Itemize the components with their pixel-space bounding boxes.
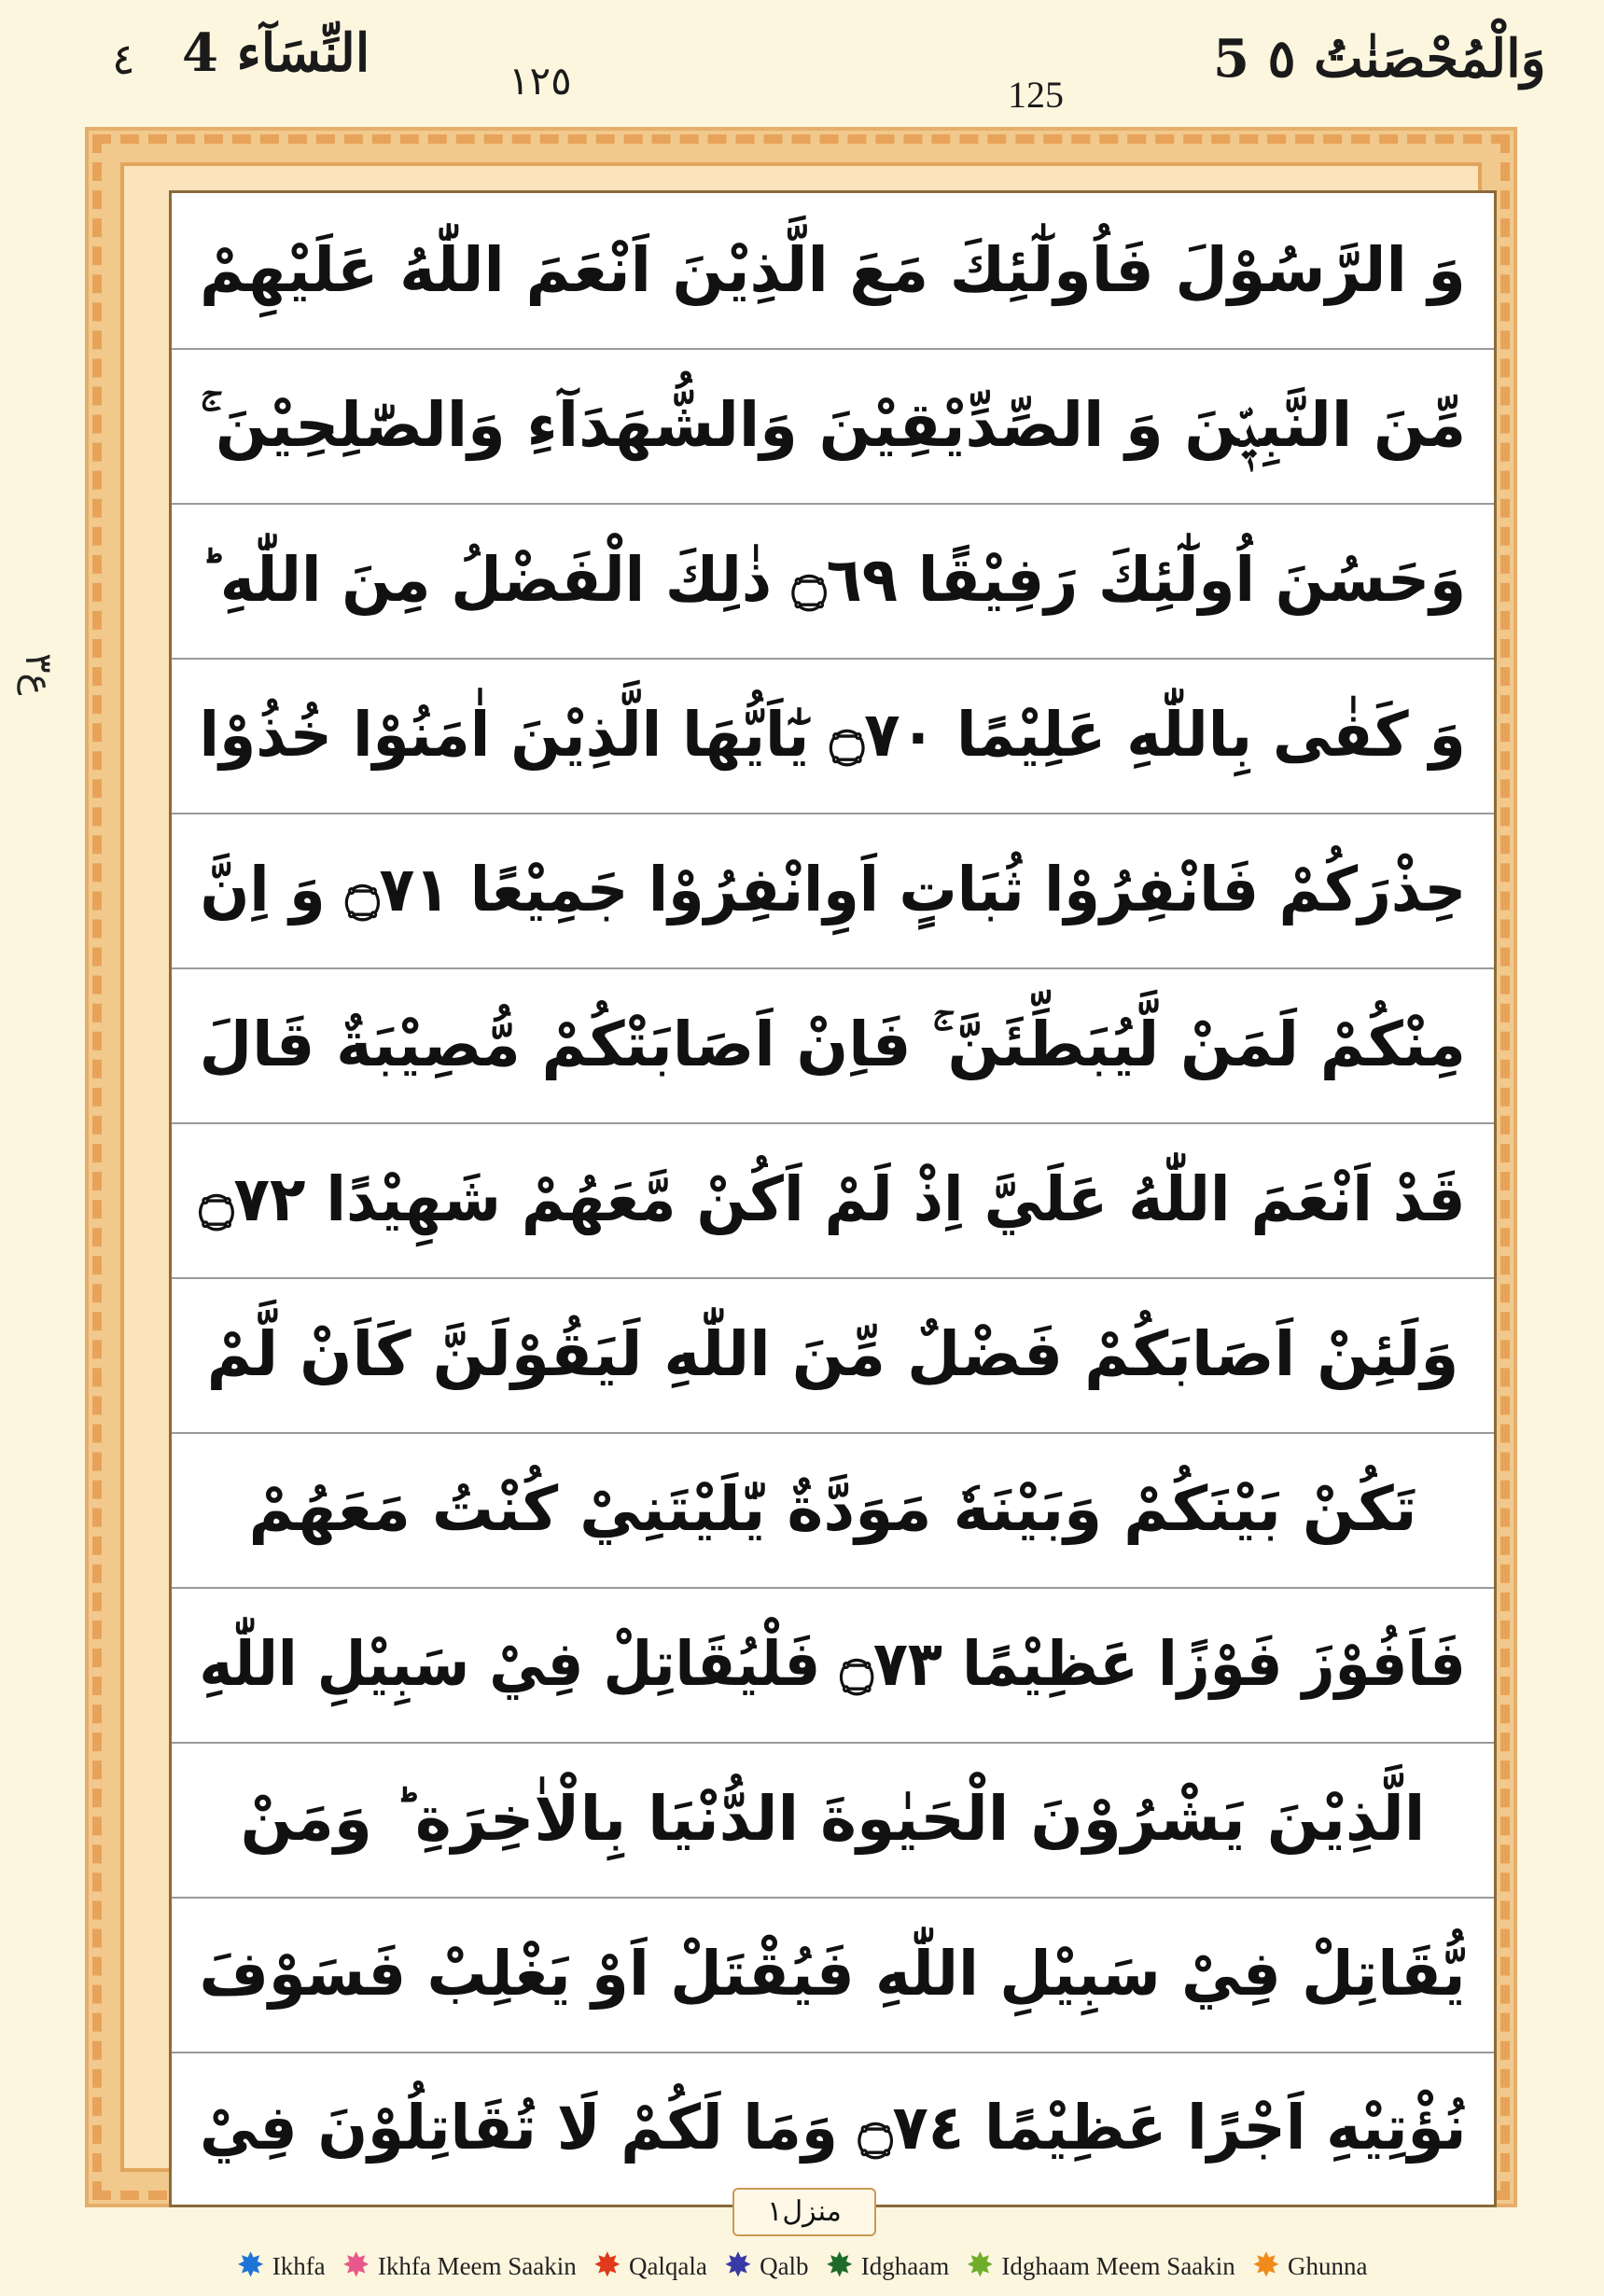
text-line-1 <box>172 193 1494 350</box>
line-text: فَاَفُوْزَ فَوْزًا عَظِيْمًا ۝٧٣ فَلْيُقَاتِلْ فِيْ سَبِيْلِ اللّٰهِ <box>199 1628 1467 1701</box>
ornamental-frame <box>89 131 1513 2204</box>
line-text: قَدْ اَنْعَمَ اللّٰهُ عَلَيَّ اِذْ لَمْ اَكُنْ مَّعَهُمْ شَهِيْدًا ۝٧٢ <box>199 1163 1466 1236</box>
page-number: 125 <box>1008 74 1064 116</box>
text-line-12 <box>172 1897 1494 2053</box>
line-text: حِذْرَكُمْ فَانْفِرُوْا ثُبَاتٍ اَوِانْفِرُوْا جَمِيْعًا ۝٧١ وَ اِنَّ <box>200 854 1466 926</box>
line-text: مِنْكُمْ لَمَنْ لَّيُبَطِّئَنَّ ۚ فَاِنْ اَصَابَتْكُمْ مُّصِيْبَةٌ قَالَ <box>199 1009 1467 1081</box>
legend-item-ikhfa <box>237 2249 326 2283</box>
text-line-7 <box>172 1122 1494 1279</box>
text-line-2 <box>172 348 1494 505</box>
text-line-10 <box>172 1587 1494 1744</box>
ghunna-star-icon: ✸ <box>1251 2247 1280 2285</box>
legend-item-idghaam-meem-saakin <box>966 2249 1235 2283</box>
qalqala-star-icon: ✸ <box>593 2247 621 2285</box>
legend-label: Ikhfa <box>272 2251 326 2280</box>
ruku-marker: ع٣ <box>17 653 60 696</box>
legend-item-qalqala <box>593 2249 707 2283</box>
page-number-arabic: ١٢٥ <box>509 58 572 104</box>
line-text: وَلَئِنْ اَصَابَكُمْ فَضْلٌ مِّنَ اللّٰهِ لَيَقُوْلَنَّ كَاَنْ لَّمْ <box>206 1318 1459 1391</box>
legend-item-idghaam <box>826 2249 950 2283</box>
page-header <box>0 0 1604 131</box>
text-line-8 <box>172 1277 1494 1434</box>
ikhfa-meem-saakin-star-icon: ✸ <box>342 2247 370 2285</box>
juz-number-arabic: ٤ <box>112 34 135 84</box>
idghaam-meem-saakin-star-icon: ✸ <box>966 2247 995 2285</box>
line-text: تَكُنْ بَيْنَكُمْ وَبَيْنَهٗ مَوَدَّةٌ يّٰلَيْتَنِيْ كُنْتُ مَعَهُمْ <box>248 1473 1417 1546</box>
surah-name: 4 النِّسَآء <box>182 22 370 84</box>
text-line-6 <box>172 967 1494 1124</box>
legend-label: Qalqala <box>628 2251 707 2280</box>
tajweed-legend <box>0 2243 1604 2289</box>
legend-item-ikhfa-meem-saakin <box>342 2249 577 2283</box>
legend-item-ghunna <box>1252 2249 1368 2283</box>
line-text: يُّقَاتِلْ فِيْ سَبِيْلِ اللّٰهِ فَيُقْتَلْ اَوْ يَغْلِبْ فَسَوْفَ <box>199 1938 1467 2011</box>
legend-label: Idghaam Meem Saakin <box>1001 2251 1235 2280</box>
line-text: وَ الرَّسُوْلَ فَاُولٰٓئِكَ مَعَ الَّذِيْنَ اَنْعَمَ اللّٰهُ عَلَيْهِمْ <box>200 234 1466 307</box>
text-line-3 <box>172 503 1494 660</box>
text-line-5 <box>172 813 1494 969</box>
line-text: الَّذِيْنَ يَشْرُوْنَ الْحَيٰوةَ الدُّنْيَا بِالْاٰخِرَةِ ؕ وَمَنْ <box>240 1783 1426 1856</box>
line-text: مِّنَ النَّبِيّٖنَ وَ الصِّدِّيْقِيْنَ وَالشُّهَدَآءِ وَالصّٰلِحِيْنَ ۚ <box>200 389 1466 462</box>
text-line-9 <box>172 1432 1494 1589</box>
text-line-11 <box>172 1742 1494 1899</box>
legend-item-qalb <box>724 2249 809 2283</box>
qalb-star-icon: ✸ <box>723 2247 753 2285</box>
line-text: وَ كَفٰى بِاللّٰهِ عَلِيْمًا ۝٧٠ يٰٓاَيُّهَا الَّذِيْنَ اٰمَنُوْا خُذُوْا <box>199 699 1467 772</box>
manzil-label: منزل١ <box>732 2188 876 2236</box>
idghaam-star-icon: ✸ <box>825 2247 854 2285</box>
line-text: نُؤْتِيْهِ اَجْرًا عَظِيْمًا ۝٧٤ وَمَا لَكُمْ لَا تُقَاتِلُوْنَ فِيْ <box>199 2092 1467 2164</box>
legend-label: Idghaam <box>860 2251 950 2280</box>
text-line-4 <box>172 658 1494 814</box>
part-name: 5 وَالْمُحْصَنٰتُ ٥ <box>1213 28 1546 90</box>
quran-text-area <box>169 190 1497 2207</box>
ikhfa-star-icon: ✸ <box>236 2247 265 2285</box>
text-line-13 <box>172 2052 1494 2205</box>
line-text: وَحَسُنَ اُولٰٓئِكَ رَفِيْقًا ۝٦٩ ذٰلِكَ الْفَضْلُ مِنَ اللّٰهِ ؕ <box>199 544 1467 617</box>
legend-label: Ikhfa Meem Saakin <box>377 2251 577 2280</box>
legend-label: Qalb <box>760 2251 809 2280</box>
legend-label: Ghunna <box>1287 2251 1368 2280</box>
